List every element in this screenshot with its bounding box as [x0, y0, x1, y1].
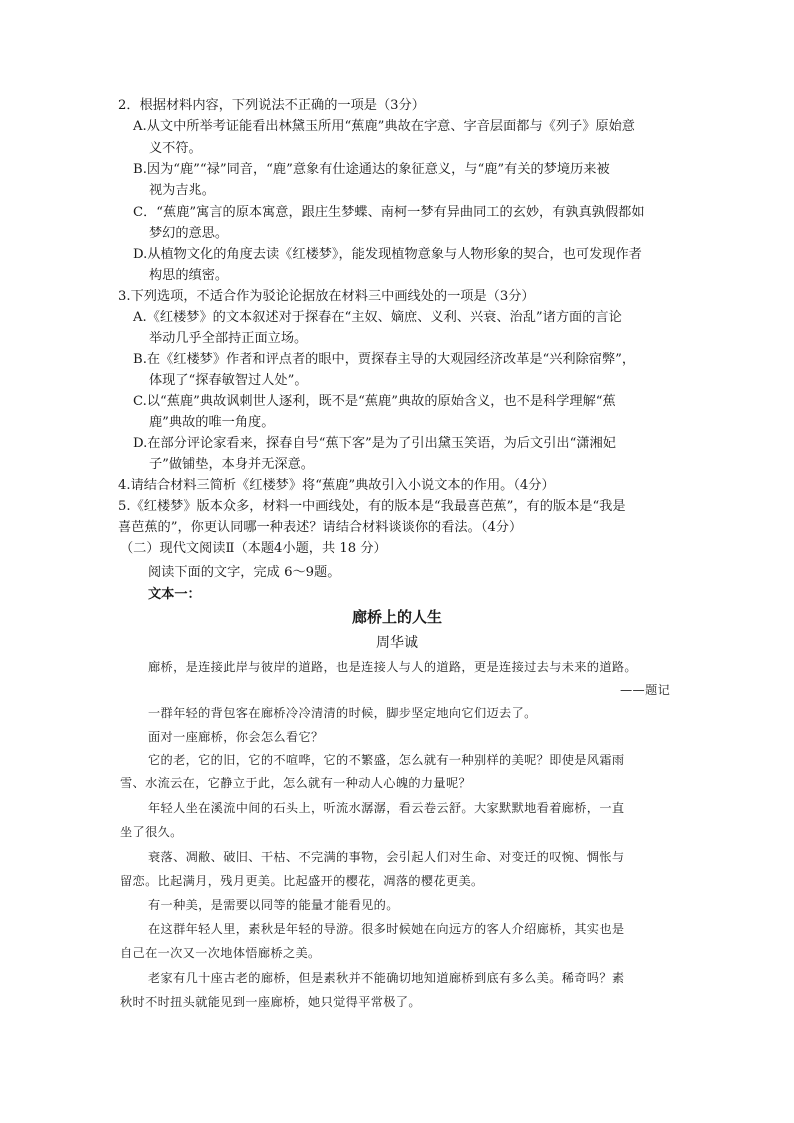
- question-2-option-b-cont: 视为吉兆。: [149, 183, 215, 198]
- question-2-option-b: B.因为“鹿”“禄”同音，“鹿”意象有仕途通达的象征意义，与“鹿”有关的梦境历来被: [133, 162, 610, 177]
- paragraph-8-line-1: 老家有几十座古老的廊桥，但是素秋并不能确切地知道廊桥到底有多么美。稀奇吗？素: [148, 971, 625, 985]
- question-2-option-d: D.从植物文化的角度去读《红楼梦》，能发现植物意象与人物形象的契合，也可发现作者: [133, 247, 642, 262]
- question-2-option-a: A.从文中所举考证能看出林黛玉所用“蕉鹿”典故在字意、字音层面都与《列子》原始意: [133, 119, 635, 134]
- question-5-line-1: 5.《红楼梦》版本众多，材料一中画线处，有的版本是“我最喜芭蕉”，有的版本是“我是: [118, 499, 626, 514]
- question-2-option-a-cont: 义不符。: [149, 141, 202, 156]
- question-3-option-d-cont: 子”做铺垫，本身并无深意。: [149, 457, 314, 472]
- question-3-stem: 3.下列选项，不适合作为驳论论据放在材料三中画线处的一项是（3分）: [118, 289, 535, 304]
- article-epigraph: 廊桥，是连接此岸与彼岸的道路，也是连接人与人的道路，更是连接过去与未来的道路。: [148, 660, 637, 674]
- question-3-option-d: D.在部分评论家看来，探春自号“蕉下客”是为了引出黛玉笑语，为后文引出“潇湘妃: [133, 436, 616, 451]
- article-author: 周华诚: [376, 635, 418, 651]
- paragraph-1: 一群年轻的背包客在廊桥冷冷清清的时候，脚步坚定地向它们迈去了。: [148, 706, 537, 720]
- epigraph-signature: ——题记: [620, 683, 671, 697]
- question-2-stem: 2．根据材料内容，下列说法不正确的一项是（3分）: [118, 98, 425, 113]
- question-3-option-c: C.以“蕉鹿”典故讽刺世人逐利，既不是“蕉鹿”典故的原始含义，也不是科学理解“蕉: [133, 394, 616, 409]
- article-title: 廊桥上的人生: [351, 608, 442, 626]
- question-3-option-b: B.在《红楼梦》作者和评点者的眼中，贾探春主导的大观园经济改革是“兴利除宿弊”，: [133, 352, 636, 367]
- paragraph-4-line-2: 坐了很久。: [120, 825, 183, 839]
- question-3-option-a-cont: 举动几乎全部持正面立场。: [149, 331, 308, 346]
- question-2-option-c: C．“蕉鹿”寓言的原本寓意，跟庄生梦蝶、南柯一梦有异曲同工的玄妙，有孰真孰假都如: [133, 205, 645, 220]
- paragraph-4-line-1: 年轻人坐在溪流中间的石头上，听流水潺潺，看云卷云舒。大家默默地看着廊桥，一直: [148, 801, 625, 815]
- paragraph-7-line-2: 自己在一次又一次地体悟廊桥之美。: [120, 946, 321, 960]
- section-instruction: 阅读下面的文字，完成 6～9题。: [148, 565, 341, 580]
- paragraph-5-line-2: 留恋。比起满月，残月更美。比起盛开的樱花，凋落的樱花更美。: [120, 874, 484, 888]
- paragraph-2: 面对一座廊桥，你会怎么看它？: [148, 730, 324, 744]
- paragraph-7-line-1: 在这群年轻人里，素秋是年轻的导游。很多时候她在向远方的客人介绍廊桥，其实也是: [148, 922, 625, 936]
- paragraph-6: 有一种美，是需要以同等的能量才能看见的。: [148, 898, 399, 912]
- section-heading: （二）现代文阅读Ⅱ（本题4小题，共 18 分）: [120, 541, 387, 556]
- paragraph-3-line-1: 它的老，它的旧，它的不喧哗，它的不繁盛，怎么就有一种别样的美呢？即使是风霜雨: [148, 753, 625, 767]
- question-4: 4.请结合材料三简析《红楼梦》将“蕉鹿”典故引入小说文本的作用。（4分）: [118, 478, 555, 493]
- question-3-option-a: A.《红楼梦》的文本叙述对于探春在“主奴、嫡庶、义利、兴衰、治乱”诸方面的言论: [133, 310, 622, 325]
- paragraph-3-line-2: 雪、水流云在，它静立于此，怎么就有一种动人心魄的力量呢？: [120, 776, 472, 790]
- question-2-option-d-cont: 构思的缜密。: [149, 268, 229, 283]
- paragraph-5-line-1: 衰落、凋敝、破旧、干枯、不完满的事物，会引起人们对生命、对变迁的叹惋、惆怅与: [148, 850, 625, 864]
- text-one-label: 文本一：: [148, 587, 201, 602]
- paragraph-8-line-2: 秋时不时扭头就能见到一座廊桥，她只觉得平常极了。: [120, 995, 421, 1009]
- question-5-line-2: 喜芭蕉的”，你更认同哪一种表述？请结合材料谈谈你的看法。（4分）: [118, 520, 523, 535]
- question-3-option-c-cont: 鹿”典故的唯一角度。: [149, 415, 275, 430]
- question-3-option-b-cont: 体现了“探春敏智过人处”。: [149, 373, 308, 388]
- question-2-option-c-cont: 梦幻的意思。: [149, 226, 229, 241]
